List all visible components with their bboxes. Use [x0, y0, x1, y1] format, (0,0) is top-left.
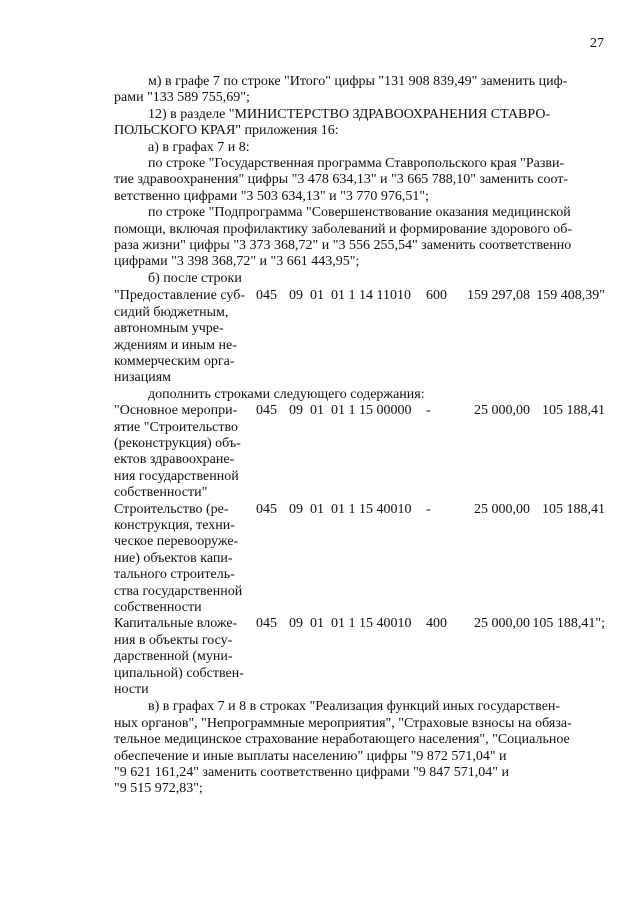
cell-c3: 01	[310, 616, 324, 632]
paragraph-line: тие здравоохранения" цифры "3 478 634,13" и "3 665 788,10" заменить соот-	[114, 172, 569, 188]
add-rows-text: дополнить строками следующего содержания:	[148, 386, 425, 402]
cell-v8: 105 188,41	[542, 403, 605, 419]
row-name-line: автономным учре-	[114, 321, 224, 337]
cell-c4: 01 1 14 11010	[331, 288, 411, 304]
row-name-line: ектов здравоохране-	[114, 452, 235, 468]
cell-c1: 045	[256, 288, 277, 304]
row-name	[114, 502, 256, 617]
table-row	[114, 403, 608, 501]
paragraph-line: а) в графах 7 и 8:	[148, 139, 250, 155]
cell-c4: 01 1 15 00000	[331, 403, 412, 419]
row-name-line: ждениям и иным не-	[114, 337, 237, 353]
paragraphs-bottom	[114, 699, 608, 797]
row-name-line: "Предоставление суб-	[114, 288, 245, 304]
row-name-line: сидий бюджетным,	[114, 304, 229, 320]
cell-c3: 01	[310, 403, 324, 419]
cell-v7: 25 000,00	[474, 616, 530, 632]
table-row	[114, 616, 608, 698]
row-name-line: ятие "Строительство	[114, 419, 238, 435]
paragraph-line: "9 515 972,83";	[114, 781, 203, 797]
table-row	[114, 288, 608, 386]
table-row-after	[114, 288, 608, 386]
paragraph-line: ных органов", "Непрограммные мероприятия", "Страховые взносы на обяза-	[114, 715, 572, 731]
cell-c5: 600	[426, 288, 447, 304]
row-name-line: ние) объектов капи-	[114, 550, 233, 566]
cell-c4: 01 1 15 40010	[331, 616, 412, 632]
paragraph-line: по строке "Подпрограмма "Совершенствование оказания медицинской	[148, 205, 571, 221]
cell-c3: 01	[310, 288, 324, 304]
paragraph-line: цифрами "3 398 368,72" и "3 661 443,95";	[114, 254, 360, 270]
paragraph-line: ветственно цифрами "3 503 634,13" и "3 770 976,51";	[114, 188, 429, 204]
row-name-line: (реконструкция) объ-	[114, 435, 241, 451]
cell-c1: 045	[256, 616, 277, 632]
cell-v8: 105 188,41";	[532, 616, 605, 632]
paragraph-line: м) в графе 7 по строке "Итого" цифры "131 908 839,49" заменить циф-	[148, 74, 568, 89]
cell-c1: 045	[256, 501, 277, 517]
page-number: 27	[590, 36, 604, 51]
row-name-line: дарственной (муни-	[114, 649, 233, 665]
document-body	[114, 74, 608, 798]
cell-c5: 400	[426, 616, 447, 632]
cell-c1: 045	[256, 403, 277, 419]
row-name-line: конструкция, техни-	[114, 517, 235, 533]
cell-v8: 105 188,41	[542, 501, 605, 517]
paragraph-line: рами "133 589 755,69";	[114, 90, 250, 106]
cell-c5: -	[426, 403, 431, 419]
row-name	[114, 403, 256, 501]
cell-c3: 01	[310, 501, 324, 517]
paragraph-line: обеспечение и иные выплаты населению" цифры "9 872 571,04" и	[114, 748, 507, 764]
paragraph-line: помощи, включая профилактику заболеваний и формирование здорового об-	[114, 221, 573, 237]
row-name-line: Строительство (ре-	[114, 501, 229, 517]
row-name	[114, 288, 256, 386]
table-rows-new	[114, 403, 608, 698]
row-name-line: ческое перевооруже-	[114, 534, 239, 550]
paragraph-line: ПОЛЬСКОГО КРАЯ" приложения 16:	[114, 123, 339, 139]
paragraphs-top	[114, 74, 608, 287]
row-name-line: ния в объекты госу-	[114, 632, 233, 648]
row-name-line: Капитальные вложе-	[114, 616, 238, 632]
row-name-line: тального строитель-	[114, 567, 235, 583]
row-name-line: "Основное меропри-	[114, 403, 238, 419]
paragraph-line: по строке "Государственная программа Ставропольского края "Разви-	[148, 156, 565, 172]
row-name-line: собственности	[114, 600, 202, 615]
table-row	[114, 502, 608, 617]
row-name-line: ности	[114, 682, 149, 698]
row-name-line: собственности"	[114, 485, 208, 501]
row-name-line: коммерческим орга-	[114, 353, 235, 369]
cell-c2: 09	[289, 288, 303, 304]
cell-v7: 159 297,08	[467, 288, 530, 304]
paragraph-line: тельное медицинское страхование неработающего населения", "Социальное	[114, 732, 570, 748]
row-name	[114, 616, 256, 698]
cell-c2: 09	[289, 616, 303, 632]
cell-c2: 09	[289, 501, 303, 517]
paragraph-line: "9 621 161,24" заменить соответственно цифрами "9 847 571,04" и	[114, 765, 510, 781]
cell-c4: 01 1 15 40010	[331, 501, 412, 517]
paragraph-line: б) после строки	[148, 270, 242, 286]
row-name-line: низациям	[114, 370, 172, 386]
paragraph-line: 12) в разделе "МИНИСТЕРСТВО ЗДРАВООХРАНЕНИЯ СТАВРО-	[148, 106, 551, 122]
cell-c2: 09	[289, 403, 303, 419]
row-name-line: ципальной) собствен-	[114, 665, 244, 681]
cell-v8: 159 408,39"	[536, 288, 605, 304]
paragraph-line: в) в графах 7 и 8 в строках "Реализация функций иных государствен-	[148, 699, 561, 715]
cell-v7: 25 000,00	[474, 403, 530, 419]
paragraph-line: раза жизни" цифры "3 373 368,72" и "3 556 255,54" заменить соответственно	[114, 238, 572, 254]
row-name-line: ства государственной	[114, 583, 243, 599]
cell-v7: 25 000,00	[474, 501, 530, 517]
cell-c5: -	[426, 501, 431, 517]
row-name-line: ния государственной	[114, 468, 239, 484]
